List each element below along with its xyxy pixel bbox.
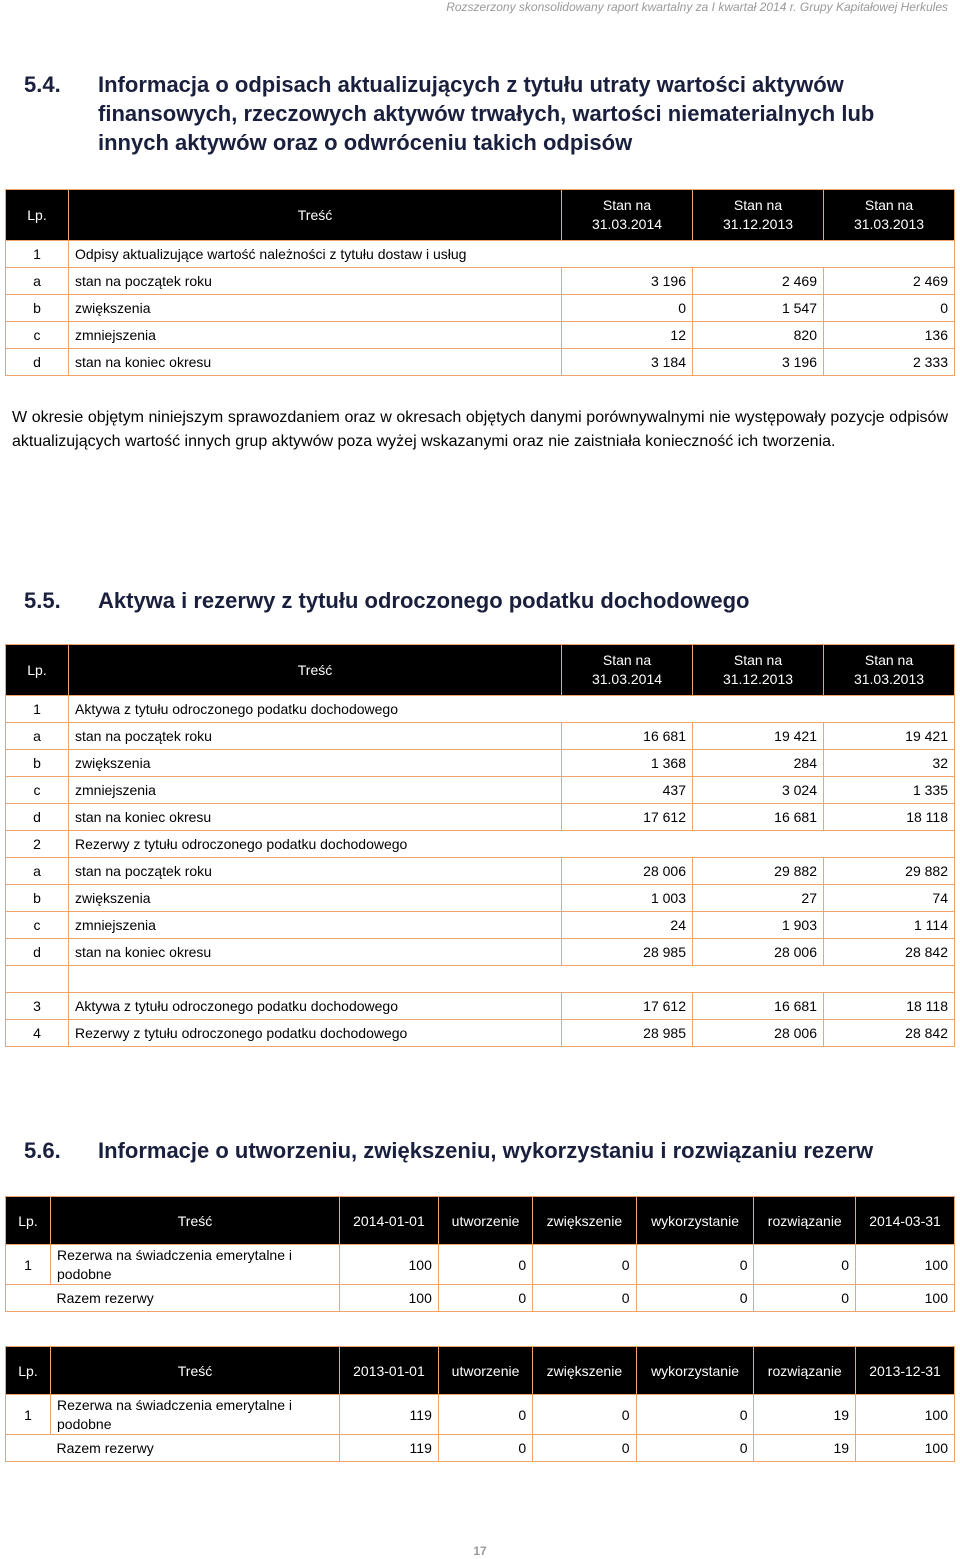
- row-value-1: [562, 241, 693, 268]
- table-row: [6, 831, 955, 858]
- row-value-2: [693, 831, 824, 858]
- row-value-1: [562, 831, 693, 858]
- header-lp: Lp.: [6, 645, 69, 696]
- table-row: [6, 696, 955, 723]
- header-col-1: [562, 190, 693, 241]
- row-label: Odpisy aktualizujące wartość należności z tytułu dostaw i usług: [69, 241, 562, 268]
- header-col-3-line2: 31.03.2013: [853, 671, 925, 687]
- row-value-open: 119: [340, 1435, 439, 1462]
- row-value-3: 0: [824, 295, 955, 322]
- section-5-6-heading: [24, 1136, 938, 1165]
- page-number: 17: [473, 1544, 487, 1558]
- row-lp: 2: [6, 831, 69, 858]
- row-value-2: 1 547: [693, 295, 824, 322]
- header-utworzenie: utworzenie: [438, 1197, 532, 1245]
- row-value-3: 2 333: [824, 349, 955, 376]
- row-value-2: 28 006: [693, 1020, 824, 1047]
- row-label: Rezerwy z tytułu odroczonego podatku dochodowego: [69, 831, 562, 858]
- header-col-2: [693, 190, 824, 241]
- table-row: [6, 723, 955, 750]
- row-lp: 4: [6, 1020, 69, 1047]
- header-close: 2013-12-31: [856, 1347, 955, 1395]
- row-label: stan na koniec okresu: [69, 804, 562, 831]
- row-value-zwiekszenie: 0: [533, 1285, 636, 1312]
- header-col-1-line2: 31.03.2014: [591, 216, 663, 232]
- row-value-2: 2 469: [693, 268, 824, 295]
- table-row: [6, 858, 955, 885]
- header-col-1-line2: 31.03.2014: [591, 671, 663, 687]
- row-lp: b: [6, 750, 69, 777]
- row-lp: b: [6, 885, 69, 912]
- header-col-2-line1: Stan na: [733, 652, 783, 668]
- row-value-3: 2 469: [824, 268, 955, 295]
- section-title: Aktywa i rezerwy z tytułu odroczonego podatku dochodowego: [98, 588, 750, 613]
- header-wykorzystanie: wykorzystanie: [636, 1197, 754, 1245]
- impairment-table: [5, 189, 955, 376]
- header-col-2: [693, 645, 824, 696]
- header-tresc: Treść: [69, 645, 562, 696]
- table-row: [6, 241, 955, 268]
- row-value-1: [562, 696, 693, 723]
- row-lp: b: [6, 295, 69, 322]
- row-label: Razem rezerwy: [51, 1435, 340, 1462]
- row-label: stan na początek roku: [69, 858, 562, 885]
- row-value-3: 18 118: [824, 804, 955, 831]
- row-label: Aktywa z tytułu odroczonego podatku dochodowego: [69, 993, 562, 1020]
- section-number: 5.4.: [24, 72, 61, 97]
- row-value-1: [562, 966, 693, 993]
- table-total-row: [6, 1285, 955, 1312]
- header-rozwiazanie: rozwiązanie: [754, 1197, 856, 1245]
- row-label: stan na koniec okresu: [69, 939, 562, 966]
- table-row: [6, 885, 955, 912]
- row-value-zwiekszenie: 0: [533, 1435, 636, 1462]
- row-value-1: 28 006: [562, 858, 693, 885]
- row-value-1: 16 681: [562, 723, 693, 750]
- row-lp: 1: [6, 241, 69, 268]
- row-value-3: 29 882: [824, 858, 955, 885]
- row-value-1: 12: [562, 322, 693, 349]
- row-value-3: 28 842: [824, 939, 955, 966]
- row-label: Rezerwa na świadczenia emerytalne i podobne: [51, 1395, 340, 1435]
- row-label: Rezerwy z tytułu odroczonego podatku dochodowego: [69, 1020, 562, 1047]
- row-value-rozwiazanie: 19: [754, 1435, 856, 1462]
- header-close: 2014-03-31: [856, 1197, 955, 1245]
- table-row-blank: [6, 966, 955, 993]
- table-row: [6, 322, 955, 349]
- row-value-2: 29 882: [693, 858, 824, 885]
- row-label: zmniejszenia: [69, 777, 562, 804]
- row-lp: d: [6, 939, 69, 966]
- row-value-utworzenie: 0: [438, 1435, 532, 1462]
- row-value-utworzenie: 0: [438, 1245, 532, 1285]
- section-number: 5.5.: [24, 588, 61, 613]
- row-value-close: 100: [856, 1435, 955, 1462]
- row-value-2: 27: [693, 885, 824, 912]
- row-value-1: 28 985: [562, 939, 693, 966]
- row-value-1: 3 196: [562, 268, 693, 295]
- row-value-rozwiazanie: 19: [754, 1395, 856, 1435]
- row-value-1: 1 368: [562, 750, 693, 777]
- header-zwiekszenie: zwiększenie: [533, 1197, 636, 1245]
- row-lp: 1: [6, 696, 69, 723]
- row-value-3: 32: [824, 750, 955, 777]
- impairment-note: W okresie objętym niniejszym sprawozdaniem oraz w okresach objętych danymi porównywalnymi nie występowały pozycje odpisów aktualizujących wartość innych grup aktywów poza wyżej wskazanymi oraz nie zaistniała konieczność ich tworzenia.: [12, 409, 948, 450]
- row-value-close: 100: [856, 1245, 955, 1285]
- row-value-2: 1 903: [693, 912, 824, 939]
- header-zwiekszenie: zwiększenie: [533, 1347, 636, 1395]
- table-row: [6, 912, 955, 939]
- table-row: [6, 750, 955, 777]
- row-value-2: 16 681: [693, 804, 824, 831]
- table-row: [6, 777, 955, 804]
- row-label: Rezerwa na świadczenia emerytalne i podobne: [51, 1245, 340, 1285]
- header-col-3-line1: Stan na: [864, 652, 914, 668]
- header-col-3-line1: Stan na: [864, 197, 914, 213]
- table-row: [6, 1020, 955, 1047]
- row-label: zmniejszenia: [69, 322, 562, 349]
- row-value-zwiekszenie: 0: [533, 1395, 636, 1435]
- row-value-3: [824, 966, 955, 993]
- header-col-3: [824, 190, 955, 241]
- table-header-row: [6, 645, 955, 696]
- row-value-2: 28 006: [693, 939, 824, 966]
- row-label: Aktywa z tytułu odroczonego podatku dochodowego: [69, 696, 562, 723]
- table-row: [6, 1245, 955, 1285]
- header-col-2-line2: 31.12.2013: [722, 216, 794, 232]
- row-value-2: [693, 241, 824, 268]
- header-col-2-line2: 31.12.2013: [722, 671, 794, 687]
- header-col-2-line1: Stan na: [733, 197, 783, 213]
- row-value-close: 100: [856, 1395, 955, 1435]
- header-lp: Lp.: [6, 1197, 51, 1245]
- table-header-row: [6, 1197, 955, 1245]
- row-value-3: 19 421: [824, 723, 955, 750]
- row-value-rozwiazanie: 0: [754, 1285, 856, 1312]
- row-lp: d: [6, 804, 69, 831]
- row-value-3: 28 842: [824, 1020, 955, 1047]
- row-value-zwiekszenie: 0: [533, 1245, 636, 1285]
- row-label: zmniejszenia: [69, 912, 562, 939]
- row-value-3: 1 114: [824, 912, 955, 939]
- table-total-row: [6, 1435, 955, 1462]
- row-value-1: 17 612: [562, 804, 693, 831]
- row-value-3: [824, 831, 955, 858]
- table-header-row: [6, 1347, 955, 1395]
- header-open: 2013-01-01: [340, 1347, 439, 1395]
- row-label: stan na początek roku: [69, 268, 562, 295]
- row-lp: c: [6, 322, 69, 349]
- table-row: [6, 295, 955, 322]
- row-label: stan na początek roku: [69, 723, 562, 750]
- table-row: [6, 993, 955, 1020]
- header-tresc: Treść: [69, 190, 562, 241]
- row-value-2: [693, 966, 824, 993]
- row-lp: 3: [6, 993, 69, 1020]
- row-value-1: 17 612: [562, 993, 693, 1020]
- row-value-3: [824, 241, 955, 268]
- header-wykorzystanie: wykorzystanie: [636, 1347, 754, 1395]
- row-value-3: 1 335: [824, 777, 955, 804]
- row-value-1: 3 184: [562, 349, 693, 376]
- table-row: [6, 939, 955, 966]
- row-value-3: 136: [824, 322, 955, 349]
- row-value-open: 100: [340, 1285, 439, 1312]
- row-value-wykorzystanie: 0: [636, 1435, 754, 1462]
- header-col-3: [824, 645, 955, 696]
- row-value-close: 100: [856, 1285, 955, 1312]
- row-value-open: 100: [340, 1245, 439, 1285]
- row-value-1: 1 003: [562, 885, 693, 912]
- row-lp-empty: [6, 1435, 51, 1462]
- row-lp: d: [6, 349, 69, 376]
- header-tresc: Treść: [51, 1197, 340, 1245]
- row-label: zwiększenia: [69, 885, 562, 912]
- section-5-5-heading: [24, 586, 938, 615]
- row-value-2: 16 681: [693, 993, 824, 1020]
- header-lp: Lp.: [6, 1347, 51, 1395]
- row-value-3: 74: [824, 885, 955, 912]
- row-lp: 1: [6, 1245, 51, 1285]
- table-row: [6, 1395, 955, 1435]
- row-value-2: 284: [693, 750, 824, 777]
- row-label: stan na koniec okresu: [69, 349, 562, 376]
- row-lp: 1: [6, 1395, 51, 1435]
- row-value-1: 437: [562, 777, 693, 804]
- row-value-open: 119: [340, 1395, 439, 1435]
- row-label: Razem rezerwy: [51, 1285, 340, 1312]
- section-title: Informacja o odpisach aktualizujących z tytułu utraty wartości aktywów finansowych, rzeczowych aktywów trwałych, wartości niematerialnych lub innych aktywów oraz o odwróceniu takich odpisów: [98, 72, 875, 155]
- header-col-3-line2: 31.03.2013: [853, 216, 925, 232]
- row-value-2: [693, 696, 824, 723]
- row-value-2: 3 024: [693, 777, 824, 804]
- row-value-utworzenie: 0: [438, 1285, 532, 1312]
- row-label: [69, 966, 562, 993]
- row-value-1: 28 985: [562, 1020, 693, 1047]
- row-label: zwiększenia: [69, 750, 562, 777]
- header-col-1-line1: Stan na: [602, 652, 652, 668]
- row-lp: a: [6, 268, 69, 295]
- row-lp: a: [6, 723, 69, 750]
- row-lp-empty: [6, 1285, 51, 1312]
- running-header: Rozszerzony skonsolidowany raport kwartalny za I kwartał 2014 r. Grupy Kapitałowej Herkules: [446, 0, 948, 14]
- provisions-table-2014: [5, 1196, 955, 1312]
- row-value-rozwiazanie: 0: [754, 1245, 856, 1285]
- deferred-tax-table: [5, 644, 955, 1047]
- row-value-wykorzystanie: 0: [636, 1395, 754, 1435]
- table-header-row: [6, 190, 955, 241]
- section-title: Informacje o utworzeniu, zwiększeniu, wykorzystaniu i rozwiązaniu rezerw: [98, 1138, 874, 1163]
- header-lp: Lp.: [6, 190, 69, 241]
- row-value-wykorzystanie: 0: [636, 1285, 754, 1312]
- header-open: 2014-01-01: [340, 1197, 439, 1245]
- row-lp: [6, 966, 69, 993]
- section-5-4-heading: [24, 70, 938, 157]
- section-number: 5.6.: [24, 1138, 61, 1163]
- row-lp: c: [6, 777, 69, 804]
- row-value-1: 0: [562, 295, 693, 322]
- row-label: zwiększenia: [69, 295, 562, 322]
- row-value-2: 3 196: [693, 349, 824, 376]
- row-value-wykorzystanie: 0: [636, 1245, 754, 1285]
- header-rozwiazanie: rozwiązanie: [754, 1347, 856, 1395]
- table-row: [6, 268, 955, 295]
- header-col-1-line1: Stan na: [602, 197, 652, 213]
- row-value-2: 820: [693, 322, 824, 349]
- row-value-2: 19 421: [693, 723, 824, 750]
- row-lp: c: [6, 912, 69, 939]
- row-value-1: 24: [562, 912, 693, 939]
- header-tresc: Treść: [51, 1347, 340, 1395]
- table-row: [6, 804, 955, 831]
- row-lp: a: [6, 858, 69, 885]
- header-col-1: [562, 645, 693, 696]
- row-value-3: [824, 696, 955, 723]
- table-row: [6, 349, 955, 376]
- row-value-utworzenie: 0: [438, 1395, 532, 1435]
- provisions-table-2013: [5, 1346, 955, 1462]
- row-value-3: 18 118: [824, 993, 955, 1020]
- header-utworzenie: utworzenie: [438, 1347, 532, 1395]
